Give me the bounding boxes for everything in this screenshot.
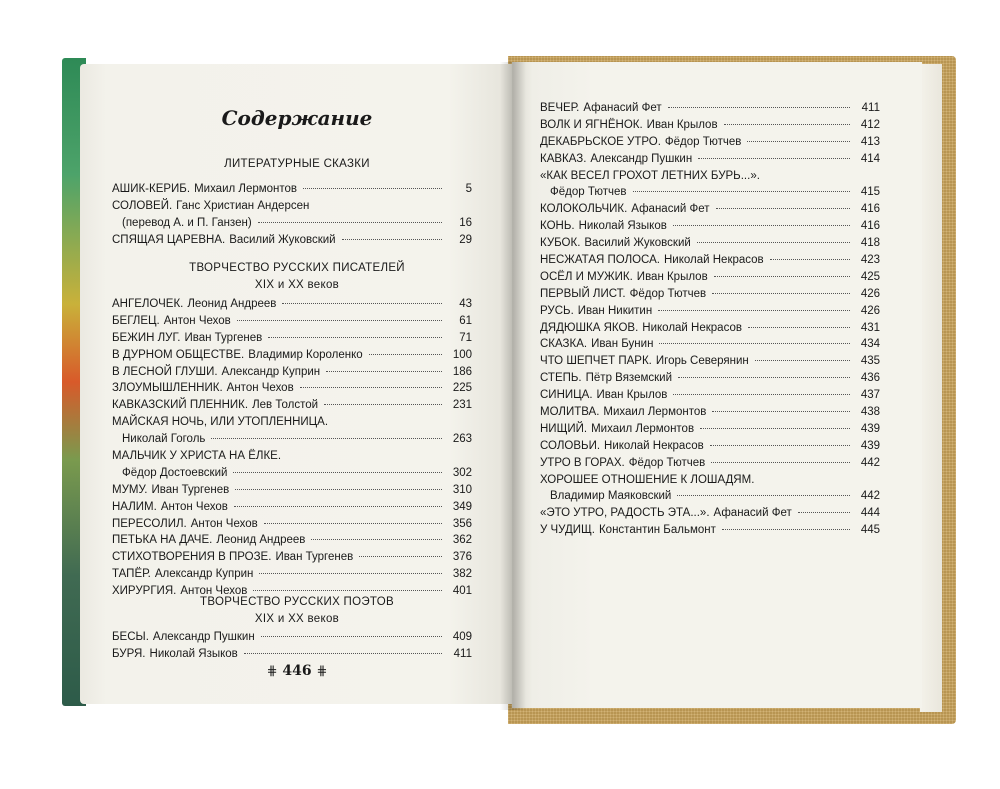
toc-entry-title: СИНИЦА. [540, 389, 593, 402]
toc-entry [540, 100, 880, 117]
dot-leader [770, 259, 850, 260]
toc-entry [540, 488, 880, 505]
toc-entry-page: 425 [860, 270, 880, 283]
dot-leader [311, 539, 442, 540]
toc-entry-page: 225 [452, 382, 472, 395]
toc-entry [540, 421, 880, 438]
toc-entry-page: 431 [860, 321, 880, 334]
toc-entry [112, 313, 472, 330]
toc-entry-author: Антон Чехов [180, 585, 248, 598]
toc-entry [112, 465, 472, 482]
toc-entry [112, 347, 472, 364]
dot-leader [711, 462, 850, 463]
dot-leader [326, 371, 442, 372]
toc-entry-title: В ДУРНОМ ОБЩЕСТВЕ. [112, 348, 245, 361]
dot-leader [342, 239, 442, 240]
toc-entry-page: 29 [459, 233, 472, 246]
toc-entry-author: Александр Пушкин [590, 152, 693, 165]
toc-entry-page: 411 [453, 647, 472, 660]
dot-leader [264, 523, 442, 524]
left-page [80, 64, 514, 704]
toc-entry [540, 404, 880, 421]
toc-entry-title: ДЕКАБРЬСКОЕ УТРО. [540, 135, 661, 148]
toc-entry-title: ПЕРЕСОЛИЛ. [112, 517, 187, 530]
toc-entry-title: СКАЗКА. [540, 338, 588, 351]
toc-entry-title: КОЛОКОЛЬЧИК. [540, 203, 628, 216]
toc-entry-title: АНГЕЛОЧЕК. [112, 298, 184, 310]
toc-entry-page: 16 [459, 216, 472, 229]
toc-entry-title: БУРЯ. [112, 647, 146, 660]
toc-entry-author: Иван Крылов [596, 389, 668, 402]
toc-entry-author: Афанасий Фет [631, 203, 710, 216]
toc-entry-page: 439 [860, 422, 880, 435]
toc-entry-author: Антон Чехов [160, 500, 228, 513]
dot-leader [712, 293, 850, 294]
toc-entry-page: 434 [860, 338, 880, 351]
ornament-right-icon: ⋕ [316, 664, 328, 679]
toc-entry-author: Николай Некрасов [604, 439, 704, 452]
toc-entry-title: НИЩИЙ. [540, 422, 588, 435]
toc-entry-page: 349 [452, 500, 472, 513]
toc-entry [112, 566, 472, 583]
toc-entry [540, 320, 880, 337]
toc-entry-author: Антон Чехов [226, 382, 294, 395]
section-heading [80, 156, 514, 173]
toc-entry-author: Василий Жуковский [229, 233, 336, 246]
toc-entry [540, 522, 880, 539]
dot-leader [258, 222, 442, 223]
dot-leader [748, 327, 850, 328]
toc-entry-title: РУСЬ. [540, 304, 574, 317]
toc-entry-page: 437 [860, 389, 880, 402]
toc-entry-title: ОСЁЛ И МУЖИК. [540, 270, 633, 283]
toc-entry [540, 184, 880, 201]
toc-entry [112, 549, 472, 566]
toc-entry [112, 532, 472, 549]
toc-entry-author: Антон Чехов [190, 517, 258, 530]
toc-entry-author: Иван Бунин [591, 338, 654, 351]
toc-entry-title: ХИРУРГИЯ. [112, 585, 177, 598]
section-heading [80, 260, 514, 294]
toc-entry-author: Михаил Лермонтов [603, 406, 707, 419]
toc-entry-page: 435 [860, 355, 880, 368]
dot-leader [668, 107, 850, 108]
toc-entry-page: 186 [452, 365, 472, 378]
right-page [512, 62, 922, 708]
toc-entry [540, 218, 880, 235]
toc-entry-author: Фёдор Тютчев [628, 456, 706, 469]
toc-entry [540, 201, 880, 218]
toc-entry [540, 472, 880, 489]
dot-leader [755, 360, 850, 361]
toc-entry-page: 310 [452, 483, 472, 496]
toc-entry-title: У ЧУДИЩ. [540, 524, 595, 537]
toc-entry-author: Николай Некрасов [663, 254, 764, 267]
toc-entry [112, 629, 472, 646]
dot-leader [259, 573, 442, 574]
dot-leader [722, 529, 850, 530]
dot-leader [253, 590, 442, 591]
toc-entry-page: 436 [860, 372, 880, 385]
toc-entries [112, 629, 472, 663]
toc-entry-author: Фёдор Достоевский [122, 466, 228, 479]
toc-entry [112, 646, 472, 663]
ornament-left-icon: ⋕ [266, 664, 278, 679]
toc-entry-title: МУМУ. [112, 483, 148, 496]
toc-entry [112, 448, 472, 465]
toc-entry-page: 442 [860, 456, 880, 469]
dot-leader [697, 242, 850, 243]
dot-leader [237, 320, 442, 321]
toc-entry-author: Николай Гоголь [122, 433, 206, 446]
toc-entry-author: Иван Крылов [636, 270, 708, 283]
dot-leader [710, 445, 850, 446]
toc-entry-author: Александр Куприн [154, 568, 254, 581]
dot-leader [244, 653, 442, 654]
dot-leader [300, 387, 442, 388]
toc-entry-page: 445 [860, 524, 880, 537]
toc-entry-title: БЕСЫ. [112, 631, 149, 643]
dot-leader [633, 191, 851, 192]
toc-entry-title: СТИХОТВОРЕНИЯ В ПРОЗЕ. [112, 551, 272, 564]
toc-entry-author: Ганс Христиан Андерсен [176, 199, 310, 212]
dot-leader [716, 208, 850, 209]
toc-entry-author: Иван Тургенев [151, 483, 230, 496]
toc-entry-page: 413 [860, 135, 880, 148]
page-stack-edge [920, 64, 942, 712]
section-heading-line: XIX и XX веков [254, 279, 340, 291]
toc-entry-page: 263 [452, 433, 472, 446]
toc-entry-title: ПЕТЬКА НА ДАЧЕ. [112, 534, 213, 547]
toc-entry-author: Иван Тургенев [184, 331, 263, 344]
toc-entry [540, 336, 880, 353]
toc-entry-page: 356 [452, 517, 472, 530]
toc-entry-title: КАВКАЗСКИЙ ПЛЕННИК. [112, 399, 249, 412]
toc-entry-author: (перевод А. и П. Ганзен) [122, 216, 252, 229]
toc-entry-page: 416 [860, 220, 880, 233]
toc-entry [112, 232, 472, 249]
page-title: Содержание [221, 106, 373, 130]
toc-entry-page: 409 [452, 631, 472, 643]
toc-entry [540, 387, 880, 404]
section-heading-line: ТВОРЧЕСТВО РУССКИХ ПОЭТОВ [200, 596, 394, 608]
toc-entry-page: 426 [860, 287, 880, 300]
toc-entry [112, 296, 472, 313]
toc-entry [112, 397, 472, 414]
toc-entry-page: 414 [860, 152, 880, 165]
toc-entry-page: 418 [860, 237, 880, 250]
toc-entry [540, 303, 880, 320]
toc-entry-page: 416 [860, 203, 880, 216]
toc-entry-page: 302 [452, 466, 472, 479]
dot-leader [303, 188, 442, 189]
toc-entry-page: 412 [860, 118, 880, 131]
toc-entry [540, 505, 880, 522]
dot-leader [698, 158, 850, 159]
dot-leader [678, 377, 850, 378]
toc-entry-page: 362 [452, 534, 472, 547]
toc-entry-author: Василий Жуковский [584, 237, 691, 250]
toc-entry-author: Леонид Андреев [187, 298, 277, 310]
toc-entry-title: НЕСЖАТАЯ ПОЛОСА. [540, 254, 660, 267]
toc-entry [112, 330, 472, 347]
toc-entry [540, 117, 880, 134]
toc-entry-page: 438 [860, 406, 880, 419]
toc-entry [112, 380, 472, 397]
toc-entry-author: Владимир Маяковский [550, 490, 672, 503]
toc-entry-author: Иван Крылов [646, 118, 718, 131]
dot-leader [282, 303, 442, 304]
toc-entry-author: Пётр Вяземский [585, 372, 673, 385]
toc-entry [540, 151, 880, 168]
section-heading-line: ТВОРЧЕСТВО РУССКИХ ПИСАТЕЛЕЙ [189, 262, 405, 274]
dot-leader [673, 394, 850, 395]
toc-entry-title: УТРО В ГОРАХ. [540, 456, 625, 469]
toc-entry-author: Владимир Короленко [248, 348, 363, 361]
toc-entry-title: КОНЬ. [540, 220, 575, 233]
toc-entry-title: ТАПЁР. [112, 568, 151, 581]
toc-entry-title: ВЕЧЕР. [540, 102, 580, 114]
toc-entry-title: КАВКАЗ. [540, 152, 587, 165]
book-spine-gutter [500, 62, 526, 710]
toc-entry-page: 442 [860, 490, 880, 503]
toc-entry-author: Иван Тургенев [275, 551, 354, 564]
dot-leader [369, 354, 442, 355]
dot-leader [798, 512, 850, 513]
toc-entry [540, 252, 880, 269]
toc-entry-title: «КАК ВЕСЕЛ ГРОХОТ ЛЕТНИХ БУРЬ...». [540, 169, 760, 182]
toc-entry [112, 516, 472, 533]
toc-entry-title: НАЛИМ. [112, 500, 157, 513]
toc-entry-title: В ЛЕСНОЙ ГЛУШИ. [112, 365, 218, 378]
toc-entry [112, 215, 472, 232]
toc-entry-page: 439 [860, 439, 880, 452]
dot-leader [658, 310, 850, 311]
toc-entry [540, 353, 880, 370]
toc-entry-author: Николай Языков [578, 220, 667, 233]
toc-entry-page: 444 [860, 507, 880, 520]
toc-entry-author: Афанасий Фет [583, 102, 662, 114]
toc-entry-title: ДЯДЮШКА ЯКОВ. [540, 321, 639, 334]
toc-entry-page: 231 [452, 399, 472, 412]
toc-entry [112, 198, 472, 215]
toc-entry [540, 370, 880, 387]
toc-entry [112, 482, 472, 499]
toc-entry-author: Иван Никитин [577, 304, 653, 317]
toc-entry-author: Леонид Андреев [216, 534, 306, 547]
toc-entry-title: ХОРОШЕЕ ОТНОШЕНИЕ К ЛОШАДЯМ. [540, 473, 755, 486]
dot-leader [234, 506, 442, 507]
dot-leader [724, 124, 850, 125]
toc-entry-page: 5 [465, 183, 472, 195]
toc-entry-page: 100 [452, 348, 472, 361]
toc-entry-title: МАЛЬЧИК У ХРИСТА НА ЁЛКЕ. [112, 450, 282, 463]
toc-entry-author: Александр Куприн [221, 365, 321, 378]
toc-entry-author: Николай Некрасов [642, 321, 742, 334]
toc-entry-page: 71 [459, 331, 472, 344]
toc-entry-title: СПЯЩАЯ ЦАРЕВНА. [112, 233, 226, 246]
toc-entry-author: Фёдор Тютчев [629, 287, 707, 300]
toc-entry [112, 364, 472, 381]
toc-entry-author: Лев Толстой [252, 399, 319, 412]
toc-entry-page: 415 [860, 186, 880, 199]
toc-entry-title: КУБОК. [540, 237, 581, 250]
toc-entry [540, 286, 880, 303]
toc-entry-title: СОЛОВЕЙ. [112, 199, 173, 212]
dot-leader [677, 495, 850, 496]
toc-entry-author: Антон Чехов [163, 314, 231, 327]
toc-entry-title: ПЕРВЫЙ ЛИСТ. [540, 287, 626, 300]
dot-leader [359, 556, 442, 557]
page-number [80, 663, 514, 679]
toc-entry-author: Константин Бальмонт [598, 524, 716, 537]
toc-entry-title: БЕГЛЕЦ. [112, 314, 160, 327]
toc-entry-page: 376 [452, 551, 472, 564]
dot-leader [324, 404, 442, 405]
toc-entry-author: Александр Пушкин [152, 631, 255, 643]
dot-leader [211, 438, 442, 439]
toc-entry [112, 181, 472, 198]
dot-leader [235, 489, 442, 490]
section-heading [80, 594, 514, 628]
toc-entries [112, 181, 472, 249]
toc-entry-author: Афанасий Фет [713, 507, 792, 520]
toc-entry-title: «ЭТО УТРО, РАДОСТЬ ЭТА...». [540, 507, 710, 520]
toc-entry [112, 414, 472, 431]
toc-entry-page: 61 [459, 314, 472, 327]
dot-leader [714, 276, 850, 277]
toc-entry-page: 411 [861, 102, 880, 114]
toc-entry-title: СТЕПЬ. [540, 372, 582, 385]
toc-entry-author: Игорь Северянин [655, 355, 749, 368]
toc-entry-author: Фёдор Тютчев [664, 135, 742, 148]
dot-leader [261, 636, 442, 637]
toc-entry-title: СОЛОВЬИ. [540, 439, 601, 452]
toc-entry-author: Михаил Лермонтов [194, 183, 298, 195]
toc-entry-page: 401 [452, 585, 472, 598]
toc-entry-title: ЗЛОУМЫШЛЕННИК. [112, 382, 223, 395]
toc-entry-author: Фёдор Тютчев [550, 186, 627, 199]
page-number-value: 446 [282, 663, 312, 679]
toc-entry [540, 438, 880, 455]
toc-entry [540, 235, 880, 252]
section-heading-line: XIX и XX веков [254, 613, 340, 625]
toc-entries [540, 100, 880, 539]
toc-entry-author: Михаил Лермонтов [591, 422, 695, 435]
toc-entry-page: 382 [452, 568, 472, 581]
toc-entries [112, 296, 472, 600]
dot-leader [673, 225, 850, 226]
section-heading-line: ЛИТЕРАТУРНЫЕ СКАЗКИ [224, 158, 370, 170]
toc-entry-title: МАЙСКАЯ НОЧЬ, ИЛИ УТОПЛЕННИЦА. [112, 416, 329, 429]
toc-entry [540, 168, 880, 185]
dot-leader [700, 428, 850, 429]
dot-leader [659, 343, 850, 344]
toc-entry-title: ВОЛК И ЯГНЁНОК. [540, 118, 643, 131]
toc-entry [540, 269, 880, 286]
toc-entry-title: МОЛИТВА. [540, 406, 600, 419]
toc-entry-title: АШИК-КЕРИБ. [112, 183, 191, 195]
toc-entry-page: 43 [459, 298, 472, 310]
toc-entry-author: Николай Языков [149, 647, 238, 660]
toc-entry [112, 499, 472, 516]
dot-leader [747, 141, 850, 142]
toc-entry [540, 455, 880, 472]
toc-entry-title: БЕЖИН ЛУГ. [112, 331, 181, 344]
toc-entry-page: 423 [860, 254, 880, 267]
toc-entry [540, 134, 880, 151]
dot-leader [233, 472, 442, 473]
toc-entry [112, 431, 472, 448]
toc-entry-title: ЧТО ШЕПЧЕТ ПАРК. [540, 355, 652, 368]
toc-entry-page: 426 [860, 304, 880, 317]
dot-leader [712, 411, 850, 412]
dot-leader [268, 337, 442, 338]
